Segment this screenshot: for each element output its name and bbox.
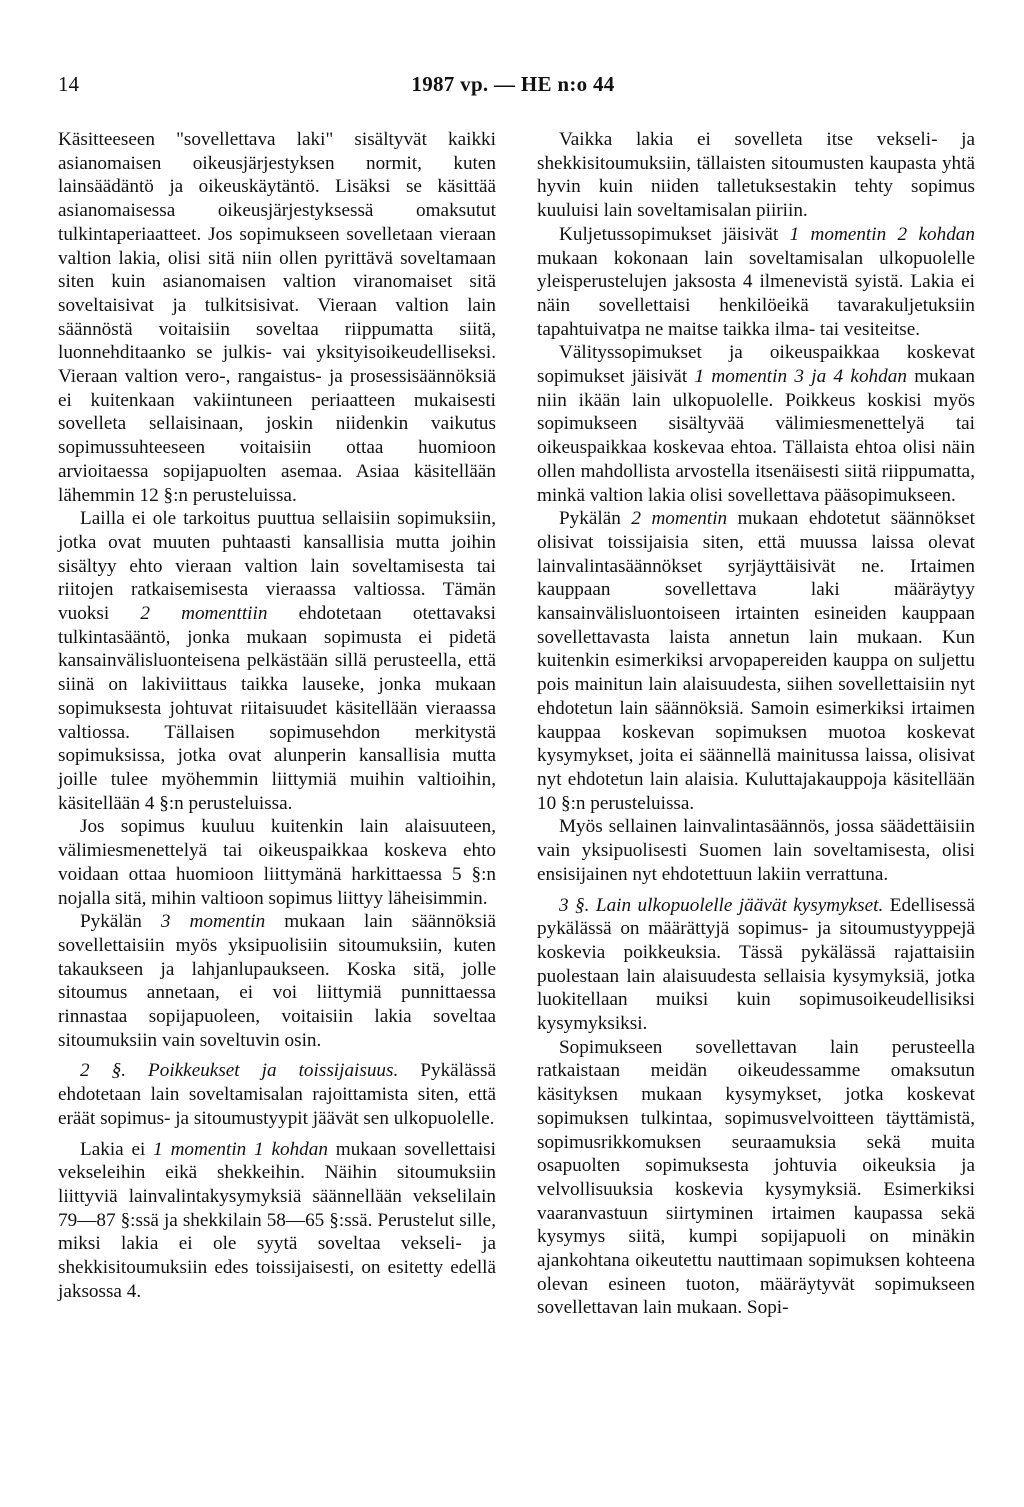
- paragraph: Välityssopimukset ja oikeuspaikkaa koskevat sopimukset jäisivät 1 momentin 3 ja 4 kohdan mukaan niin ikään lain ulkopuolelle. Poikkeus koskisi myös sopimukseen sisältyvää välimiesmenettelyä tai oikeuspaikkaa koskevaa ehtoa. Tällaista ehtoa olisi näin ollen mahdollista arvostella itsenäisesti siitä riippumatta, minkä valtion lakia olisi sovellettava pääsopimukseen.: [537, 342, 975, 506]
- paragraph: Vaikka lakia ei sovelleta itse vekseli- ja shekkisitoumuksiin, tällaisten sitoumusten kaupasta yhtä hyvin kuin niiden talletuksestakin tehty sopimus kuuluisi lain soveltamisalan piiriin.: [537, 129, 975, 222]
- section-heading-paragraph: 3 §. Lain ulkopuolelle jäävät kysymykset. Edellisessä pykälässä on määrättyjä sopimus- ja sitoumustyyppejä koskevia poikkeuksia. Tässä pykälässä rajattaisiin puolestaan lain alaisuudesta sellaisia kysymyksiä, jotka luokitellaan muiksi kuin sopimusoikeudellisiksi kysymyksiksi.: [537, 894, 975, 1035]
- left-column: [58, 128, 496, 1303]
- page-header: [58, 72, 968, 100]
- page-number: 14: [58, 72, 79, 96]
- paragraph: Pykälän 2 momentin mukaan ehdotetut säännökset olisivat toissijaisia siten, että muussa laissa olevat lainvalintasäännökset syrjäyttäisivät ne. Irtaimen kauppaan sovellettava laki määräytyy kansainvälisluontoiseen irtainten esineiden kauppaan sovellettavasta laista annetun lain mukaan. Kun kuitenkin esimerkiksi arvopapereiden kauppa on suljettu pois mainitun lain alaisuudesta, siihen sovellettaisiin nyt ehdotetun lain säännöksiä. Samoin esimerkiksi irtaimen kauppaa koskevan sopimuksen muotoa koskevat kysymykset, joita ei säännellä mainitussa laissa, olisivat nyt ehdotetun lain alaisia. Kuluttajakauppoja käsitellään 10 §:n perusteluissa.: [537, 508, 975, 814]
- section-heading-paragraph: 2 §. Poikkeukset ja toissijaisuus. Pykälässä ehdotetaan lain soveltamisalan rajoittamista siten, että eräät sopimus- ja sitoumustyypit jäävät sen ulkopuolelle.: [58, 1060, 496, 1129]
- paragraph: Kuljetussopimukset jäisivät 1 momentin 2 kohdan mukaan kokonaan lain soveltamisalan ulkopuolelle yleisperustelujen jaksosta 4 ilmenevistä syistä. Lakia ei näin sovellettaisi henkilöeikä tavarakuljetuksiin tapahtuivatpa ne maitse taikka ilma- tai vesiteitse.: [537, 223, 975, 340]
- paragraph: Pykälän 3 momentin mukaan lain säännöksiä sovellettaisiin myös yksipuolisiin sitoumuksiin, kuten takaukseen ja lahjanlupaukseen. Koska sitä, jolle sitoumus annetaan, ei voi liittymiä punnittaessa rinnastaa sopijapuoleen, voitaisiin lakia soveltaa sitoumuksiin vain soveltuvin osin.: [58, 911, 496, 1051]
- paragraph: Käsitteeseen "sovellettava laki" sisältyvät kaikki asianomaisen oikeusjärjestyksen normit, kuten lainsäädäntö ja oikeuskäytäntö. Lisäksi se käsittää asianomaisessa oikeusjärjestyksessä omaksutut tulkintaperiaatteet. Jos sopimukseen sovelletaan vieraan valtion lakia, olisi sitä niin ollen pyrittävä soveltamaan siten kuin asianomaisen valtion viranomaiset sitä soveltaisivat ja tulkitsisivat. Vieraan valtion lain säännöstä voitaisiin soveltaa riippumatta siitä, luonnehditaanko se julkis- vai yksityisoikeudelliseksi. Vieraan valtion vero-, rangaistus- ja prosessisäännöksiä ei kuitenkaan vakiintuneen periaatteen mukaisesti sovelleta sellaisinaan, joskin niidenkin vaikutus sopimussuhteeseen voitaisiin ottaa huomioon arvioitaessa sopijapuolten asemaa. Asiaa käsitellään lähemmin 12 §:n perusteluissa.: [58, 129, 496, 506]
- running-title: 1987 vp. — HE n:o 44: [411, 72, 615, 96]
- right-column: [537, 128, 975, 1320]
- paragraph: Lailla ei ole tarkoitus puuttua sellaisiin sopimuksiin, jotka ovat muuten puhtaasti kansallisia mutta joihin sisältyy ehto vieraan valtion lain soveltamisesta tai riitojen ratkaisemisesta vieraassa valtiossa. Tämän vuoksi 2 momenttiin ehdotetaan otettavaksi tulkintasääntö, jonka mukaan sopimusta ei pidetä kansainvälisluonteisena pelkästään sillä perusteella, että siinä on lakiviittaus taikka lauseke, jonka mukaan sopimuksesta johtuvat riitaisuudet käsitellään vieraassa valtiossa. Tällaisen sopimusehdon merkitystä sopimuksissa, jotka ovat alunperin kansallisia mutta joille tulee myöhemmin liittymiä muihin valtioihin, käsitellään 4 §:n perusteluissa.: [58, 508, 496, 814]
- paragraph: Sopimukseen sovellettavan lain perusteella ratkaistaan meidän oikeudessamme omaksutun käsityksen mukaan kysymykset, jotka koskevat sopimuksen tulkintaa, sopimusvelvoitteen täyttämistä, sopimusrikkomuksen seuraamuksia sekä muita osapuolten sopimuksesta johtuvia oikeuksia ja velvollisuuksia koskevia kysymyksiä. Esimerkiksi vaaranvastuun siirtyminen irtaimen kaupassa sekä kysymys siitä, kumpi sopijapuoli on minäkin ajankohtana oikeutettu nauttimaan sopimuksen kohteena olevan esineen tuoton, määräytyvät sopimukseen sovellettavan lain mukaan. Sopi-: [537, 1036, 975, 1319]
- paragraph: Lakia ei 1 momentin 1 kohdan mukaan sovellettaisi vekseleihin eikä shekkeihin. Näihin sitoumuksiin liittyviä lainvalintakysymyksiä säännellään vekselilain 79—87 §:ssä ja shekkilain 58—65 §:ssä. Perustelut sille, miksi lakia ei ole syytä soveltaa vekseli- ja shekkisitoumuksiin edes toissijaisesti, on esitetty edellä jaksossa 4.: [58, 1138, 496, 1302]
- paragraph: Jos sopimus kuuluu kuitenkin lain alaisuuteen, välimiesmenettelyä tai oikeuspaikkaa koskeva ehto voidaan ottaa huomioon liittymänä harkittaessa 5 §:n nojalla sitä, mihin valtioon sopimus liittyy läheisimmin.: [58, 816, 496, 909]
- paragraph: Myös sellainen lainvalintasäännös, jossa säädettäisiin vain yksipuolisesti Suomen lain soveltamisesta, olisi ensisijainen nyt ehdotettuun lakiin verrattuna.: [537, 816, 975, 885]
